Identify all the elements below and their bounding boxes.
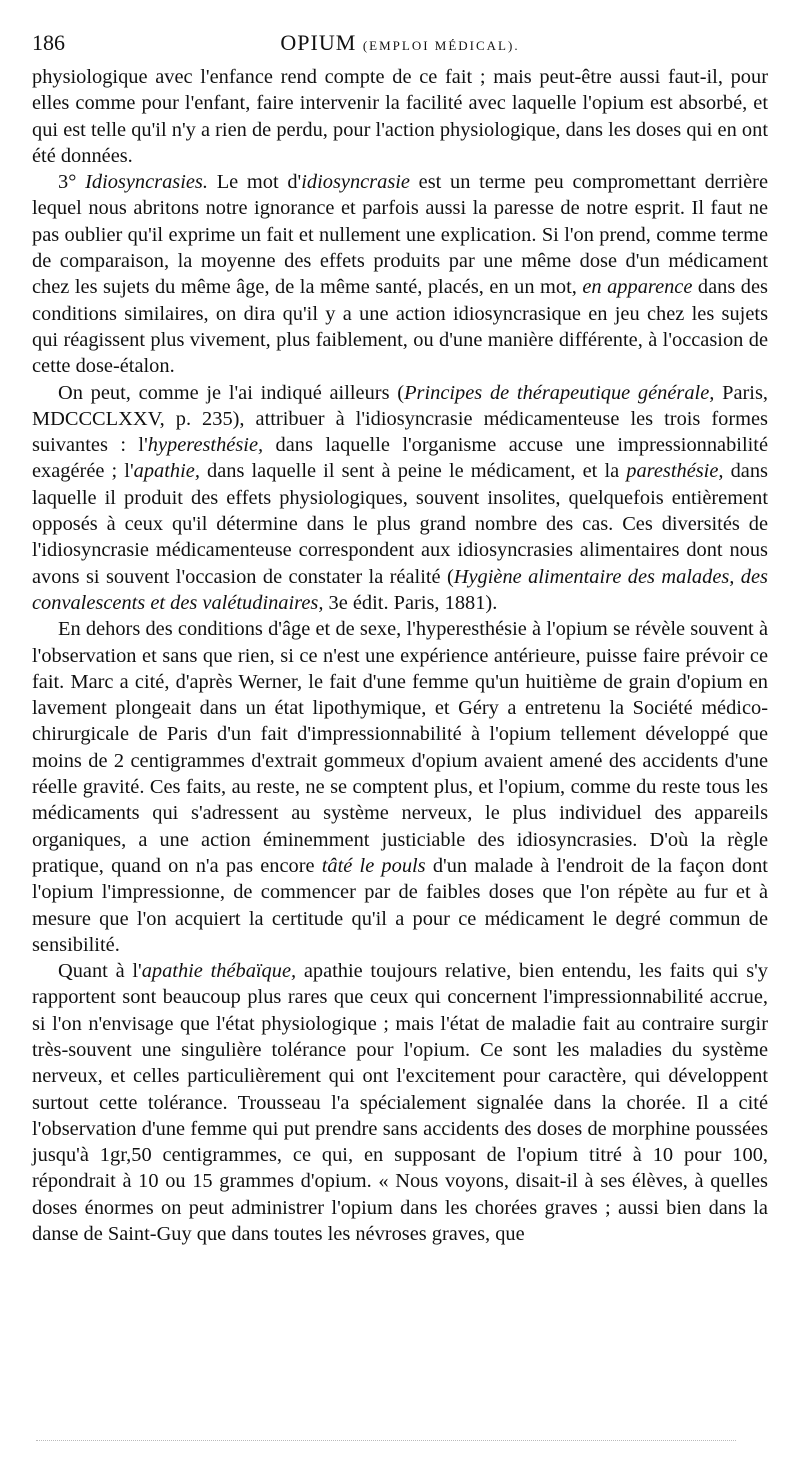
italic-text: apathie thébaïque,	[141, 960, 297, 983]
paragraph-three-forms	[32, 380, 768, 617]
running-title-sub: (EMPLOI MÉDICAL).	[362, 38, 520, 53]
text-run: est un terme peu compromettant derrière lequel nous abritons notre ignorance et parfois aussi la paresse de notre esprit. Il faut ne pas oublier qu'il exprime un fait et nullement une explication. Si l'on prend, comme terme de comparaison, la moyenne des effets produits par une même dose d'un médicament chez les sujets du même âge, de la même santé, placés, en un mot,	[32, 171, 768, 299]
text-run: apathie toujours relative, bien entendu, les faits qui s'y rapportent sont beaucoup plus rares que ceux qui concernent l'impressionnabilité accrue, si l'on n'envisage que l'état physiologique ; mais l'état de maladie fait au contraire surgir très-souvent une singulière tolérance pour l'opium. Ce sont les maladies du système nerveux, et celles particulièrement qui ont l'excitement pour caractère, qui développent surtout cette tolérance. Trousseau l'a spécialement signalée dans la chorée. Il a cité l'observation d'une femme qui put prendre sans accidents des doses de morphine poussées jusqu'à 1gr,50 centigrammes, ce qui, en supposant de l'opium titré à 10 pour 100, répondrait à 10 ou 15 grammes d'opium. « Nous voyons, disait-il à ses élèves, à quelles doses énormes on peut administrer l'opium dans les chorées graves ; aussi bien dans la danse de Saint-Guy que dans toutes les névroses graves, que	[32, 960, 768, 1246]
running-title-main: OPIUM	[280, 30, 357, 55]
running-header	[32, 30, 768, 64]
paragraph-idiosyncrasies	[32, 169, 768, 379]
paragraph-apathy	[32, 958, 768, 1247]
text-run: dans des conditions similaires, on dira qu'il y a une action idiosyncrasique en jeu chez les sujets qui réagissent plus vivement, plus faiblement, ou d'une manière différente, à l'occasion de cette dose-étalon.	[32, 276, 768, 378]
italic-text: apathie,	[133, 460, 200, 483]
running-title	[32, 30, 768, 56]
text-run: 3°	[58, 171, 86, 194]
text-run: Le mot d'	[207, 171, 302, 194]
text-run: physiologique avec l'enfance rend compte de ce fait ; mais peut-être aussi faut-il, pour elles comme pour l'enfant, faire intervenir la facilité avec laquelle l'opium est absorbé, et qui est telle qu'il n'y a rien de perdu, pour l'action physiologique, dans les doses qui en ont été données.	[32, 66, 768, 167]
italic-text: idiosyncrasie	[301, 171, 410, 194]
italic-text: hyperesthésie,	[147, 434, 264, 457]
body-text	[32, 64, 768, 1247]
text-run: dans laquelle l'organisme accuse une impressionnabilité exagérée ; l'	[32, 434, 768, 483]
italic-text: tâté le pouls	[321, 854, 426, 877]
text-run: En dehors des conditions d'âge et de sexe, l'hyperesthésie à l'opium se révèle souvent à l'observation et sans que rien, si ce n'est une expérience antérieure, puisse faire prévoir ce fait. Marc a cité, d'après Werner, le fait d'une femme qu'un huitième de grain d'opium en lavement plongeait dans un état lipothymique, et Géry a entretenu la Société médico-chirurgicale de Paris d'un fait d'impressionnabilité à l'opium tellement développé que moins de 2 centigrammes d'extrait gommeux d'opium avaient amené des accidents d'une réelle gravité. Ces faits, au reste, ne se comptent plus, et l'opium, comme du reste tous les médicaments qui s'adressent au système nerveux, le plus individuel des appareils organiques, a une action éminemment justiciable des idiosyncrasies. D'où la règle pratique, quand on n'a pas encore	[32, 618, 768, 877]
italic-text: Principes de thérapeutique générale,	[404, 381, 715, 404]
italic-text: paresthésie,	[626, 460, 724, 483]
text-run: d'un malade à l'endroit de la façon dont l'opium l'impressionne, de commencer par de faibles doses que l'on répète au fur et à mesure que l'on acquiert la certitude qu'il a pour ce médicament le degré commun de sensibilité.	[32, 854, 768, 956]
italic-text: Idiosyncrasies.	[85, 171, 208, 194]
paragraph-continuation	[32, 64, 768, 169]
book-page	[32, 30, 768, 1247]
text-run: Paris, MDCCCLXXV, p. 235), attribuer à l'idiosyncrasie médicamenteuse les trois formes suivantes : l'	[32, 381, 768, 457]
text-run: dans laquelle il produit des effets physiologiques, souvent insolites, quelquefois entièrement opposés à ceux qu'il détermine dans le plus grand nombre des cas. Ces diversités de l'idiosyncrasie médicamenteuse correspondent aux idiosyncrasies alimentaires dont nous avons si souvent l'occasion de constater la réalité (	[32, 460, 768, 588]
text-run: Quant à l'	[58, 960, 142, 983]
page-number: 186	[32, 30, 65, 55]
text-run: 3e édit. Paris, 1881).	[323, 591, 498, 614]
text-run: On peut, comme je l'ai indiqué ailleurs (	[58, 381, 405, 404]
paragraph-hyperesthesia	[32, 616, 768, 958]
text-run: dans laquelle il sent à peine le médicament, et la	[199, 460, 627, 483]
footer-rule	[36, 1440, 736, 1441]
italic-text: Hygiène alimentaire des malades, des convalescents et des valétudinaires,	[32, 565, 768, 614]
italic-text: en apparence	[582, 276, 693, 299]
